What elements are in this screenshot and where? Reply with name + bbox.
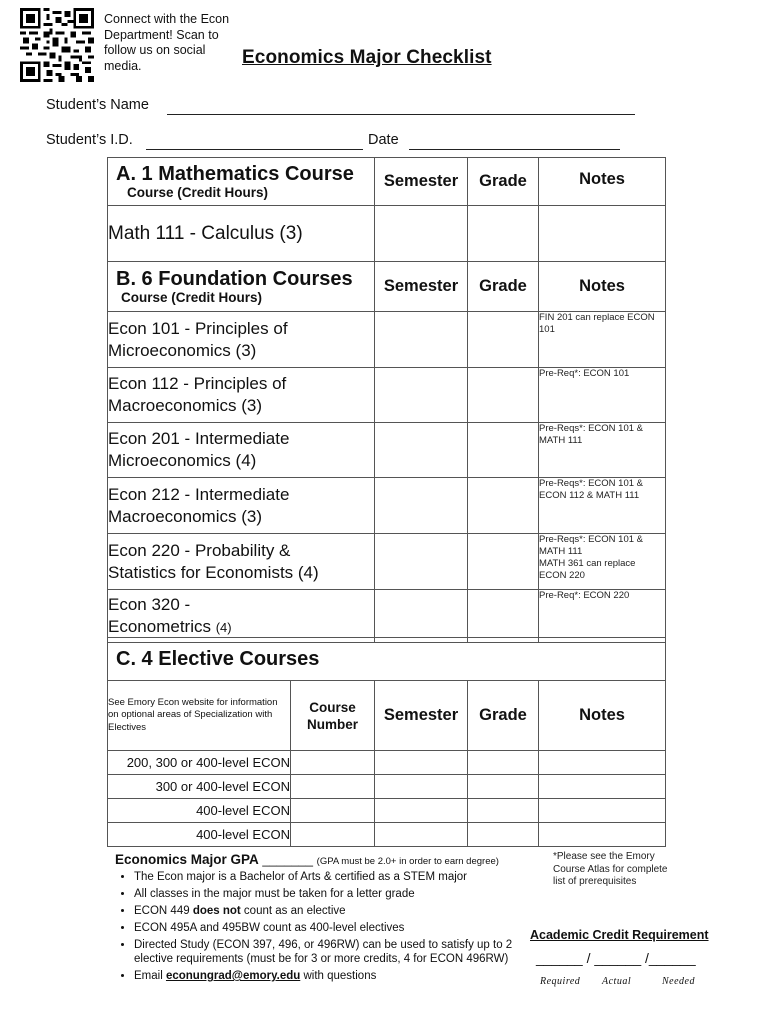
grade-cell[interactable]	[468, 368, 539, 423]
list-item: • ECON 495A and 495BW count as 400-level electives	[134, 921, 529, 935]
elective-label: 400-level ECON	[108, 823, 291, 847]
table-row	[108, 423, 666, 478]
gpa-line	[115, 852, 499, 867]
table-row	[108, 478, 666, 534]
grade-cell[interactable]	[468, 590, 539, 643]
section-b-title: B. 6 Foundation Courses	[116, 268, 353, 290]
grade-header: Grade	[468, 681, 539, 751]
table-row	[108, 206, 666, 262]
section-c-title-cell	[108, 638, 666, 681]
notes-header: Notes	[539, 681, 666, 751]
table-row	[108, 534, 666, 590]
table-row	[108, 799, 666, 823]
gpa-label: Economics Major GPA	[115, 852, 259, 867]
course-number-cell[interactable]	[291, 799, 375, 823]
elective-label: 300 or 400-level ECON	[108, 775, 291, 799]
grade-cell[interactable]	[468, 775, 539, 799]
email-link[interactable]: econungrad@emory.edu	[165, 970, 301, 982]
course-name: Econ 101 - Principles of Microeconomics (3)	[108, 312, 375, 368]
course-name: Econ 320 - Econometrics (4)	[108, 590, 375, 643]
required-label: Required	[540, 976, 581, 987]
semester-cell[interactable]	[375, 423, 468, 478]
grade-cell[interactable]	[468, 799, 539, 823]
semester-cell[interactable]	[375, 799, 468, 823]
semester-cell[interactable]	[375, 368, 468, 423]
gpa-note: (GPA must be 2.0+ in order to earn degree)	[316, 856, 499, 867]
course-name: Econ 212 - Intermediate Macroeconomics (3)	[108, 478, 375, 534]
course-table-ab	[107, 157, 666, 643]
credit-blanks[interactable]: ______ / ______ /______	[536, 950, 696, 966]
notes-cell[interactable]	[539, 799, 666, 823]
section-a-title: A. 1 Mathematics Course	[116, 163, 354, 185]
grade-cell[interactable]	[468, 423, 539, 478]
notes-cell[interactable]: Pre-Reqs*: ECON 101 & MATH 111	[539, 423, 666, 478]
grade-cell[interactable]	[468, 751, 539, 775]
needed-label: Needed	[662, 976, 695, 987]
section-b-header	[108, 262, 666, 312]
course-table-c	[107, 637, 666, 847]
course-number-cell[interactable]	[291, 823, 375, 847]
section-a-header	[108, 158, 666, 206]
section-b-title-cell	[108, 262, 375, 312]
list-item: • Directed Study (ECON 397, 496, or 496RW) can be used to satisfy up to 2 elective requirements (must be for 3 or more credits, 4 for ECON 496RW)	[134, 938, 529, 966]
semester-cell[interactable]	[375, 775, 468, 799]
list-item: • The Econ major is a Bachelor of Arts & certified as a STEM major	[134, 870, 529, 884]
student-name-field[interactable]	[167, 100, 635, 115]
table-row	[108, 368, 666, 423]
electives-info: See Emory Econ website for information on optional areas of Specialization with Electives	[108, 681, 291, 751]
semester-cell[interactable]	[375, 590, 468, 643]
grade-cell[interactable]	[468, 312, 539, 368]
table-row	[108, 312, 666, 368]
semester-header: Semester	[375, 681, 468, 751]
prerequisite-footnote: *Please see the Emory Course Atlas for complete list of prerequisites	[553, 851, 668, 887]
semester-cell[interactable]	[375, 206, 468, 262]
grade-cell[interactable]	[468, 823, 539, 847]
actual-label: Actual	[602, 976, 632, 987]
notes-cell[interactable]	[539, 751, 666, 775]
notes-cell[interactable]: FIN 201 can replace ECON 101	[539, 312, 666, 368]
semester-header: Semester	[375, 158, 468, 206]
qr-code	[20, 8, 94, 82]
course-number-cell[interactable]	[291, 751, 375, 775]
date-label: Date	[368, 132, 399, 148]
notes-cell[interactable]	[539, 206, 666, 262]
notes-cell[interactable]	[539, 775, 666, 799]
student-id-label: Student’s I.D.	[46, 132, 133, 148]
student-id-field[interactable]	[146, 135, 363, 150]
notes-cell[interactable]	[539, 823, 666, 847]
grade-header: Grade	[468, 262, 539, 312]
notes-list	[116, 870, 529, 986]
section-c-columns	[108, 681, 666, 751]
table-row	[108, 590, 666, 643]
gpa-blank[interactable]: _______	[262, 852, 314, 867]
list-item: • Email econungrad@emory.edu with questions	[134, 969, 529, 983]
table-row	[108, 775, 666, 799]
notes-cell[interactable]: Pre-Reqs*: ECON 101 & ECON 112 & MATH 111	[539, 478, 666, 534]
course-name: Econ 220 - Probability & Statistics for Economists (4)	[108, 534, 375, 590]
table-row	[108, 751, 666, 775]
course-name: Econ 112 - Principles of Macroeconomics (3)	[108, 368, 375, 423]
semester-cell[interactable]	[375, 751, 468, 775]
notes-cell[interactable]: Pre-Req*: ECON 101	[539, 368, 666, 423]
course-name: Math 111 - Calculus (3)	[108, 206, 375, 262]
notes-cell[interactable]: Pre-Req*: ECON 220	[539, 590, 666, 643]
semester-header: Semester	[375, 262, 468, 312]
list-item: • All classes in the major must be taken for a letter grade	[134, 887, 529, 901]
grade-cell[interactable]	[468, 534, 539, 590]
elective-label: 200, 300 or 400-level ECON	[108, 751, 291, 775]
course-name: Econ 201 - Intermediate Microeconomics (4)	[108, 423, 375, 478]
student-name-label: Student’s Name	[46, 97, 149, 113]
semester-cell[interactable]	[375, 823, 468, 847]
semester-cell[interactable]	[375, 312, 468, 368]
table-row	[108, 823, 666, 847]
notes-cell[interactable]: Pre-Reqs*: ECON 101 & MATH 111 MATH 361 can replace ECON 220	[539, 534, 666, 590]
section-a-subtitle: Course (Credit Hours)	[127, 185, 269, 200]
grade-cell[interactable]	[468, 206, 539, 262]
section-b-subtitle: Course (Credit Hours)	[121, 290, 263, 305]
list-item: • ECON 449 does not count as an elective	[134, 904, 529, 918]
elective-label: 400-level ECON	[108, 799, 291, 823]
qr-caption: Connect with the Econ Department! Scan to follow us on social media.	[104, 12, 230, 73]
semester-cell[interactable]	[375, 534, 468, 590]
credit-requirement-title: Academic Credit Requirement	[530, 928, 709, 942]
course-number-cell[interactable]	[291, 775, 375, 799]
section-a-title-cell	[108, 158, 375, 206]
page-title: Economics Major Checklist	[242, 47, 492, 68]
notes-header: Notes	[539, 158, 666, 206]
section-c-title: C. 4 Elective Courses	[116, 648, 320, 670]
course-number-header: Course Number	[291, 681, 375, 751]
semester-cell[interactable]	[375, 478, 468, 534]
notes-header: Notes	[539, 262, 666, 312]
date-field[interactable]	[409, 135, 620, 150]
grade-header: Grade	[468, 158, 539, 206]
section-c-header	[108, 638, 666, 681]
grade-cell[interactable]	[468, 478, 539, 534]
